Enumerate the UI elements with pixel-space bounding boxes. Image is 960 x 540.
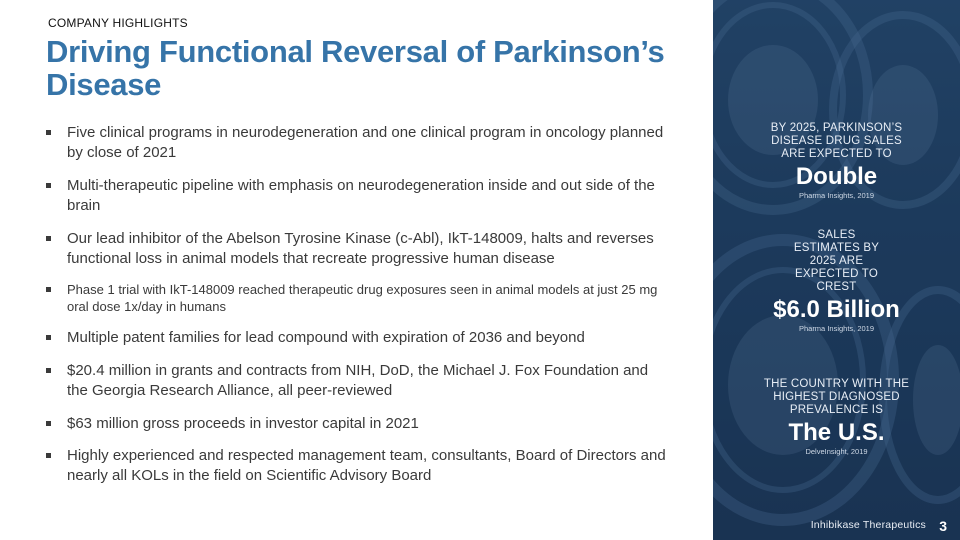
list-item [46, 361, 666, 401]
bullet-text: $20.4 million in grants and contracts from NIH, DoD, the Michael J. Fox Foundation and the Georgia Research Alliance, all peer-reviewed [67, 362, 649, 399]
stat-value: $6.0 Billion [773, 296, 900, 323]
stat-source: DelveInsight, 2019 [805, 447, 868, 456]
bullet-square-icon [46, 335, 51, 340]
stat-value: Double [795, 163, 878, 190]
list-item [46, 281, 666, 315]
stats-panel [713, 0, 960, 540]
list-item [46, 123, 666, 163]
bullet-text: Highly experienced and respected management team, consultants, Board of Directors and nearly all KOLs in the field on Scientific Advisory Board [67, 447, 666, 484]
stat-source: Pharma Insights, 2019 [798, 191, 875, 200]
bullet-square-icon [46, 287, 51, 292]
slide-title: Driving Functional Reversal of Parkinson’s Disease [46, 34, 665, 102]
stat-country [713, 378, 960, 456]
stat-lead: THE COUNTRY WITH THE HIGHEST DIAGNOSED PREVALENCE IS [763, 378, 910, 416]
bullet-text: Multi-therapeutic pipeline with emphasis on neurodegeneration inside and out side of the brain [67, 177, 655, 214]
bullet-text: Our lead inhibitor of the Abelson Tyrosine Kinase (c-Abl), IkT-148009, halts and reverses functional loss in animal models that recreate progressive human disease [67, 230, 654, 267]
bullet-square-icon [46, 183, 51, 188]
page-number: 3 [939, 518, 947, 534]
stat-value: The U.S. [788, 419, 885, 446]
stat-lead: SALES ESTIMATES BY 2025 ARE EXPECTED TO CREST [793, 229, 880, 293]
bullet-square-icon [46, 236, 51, 241]
bullet-square-icon [46, 421, 51, 426]
bullet-text: $63 million gross proceeds in investor capital in 2021 [67, 415, 419, 432]
company-logo-text: Inhibikase Therapeutics [810, 519, 926, 531]
list-item [46, 176, 666, 216]
bullet-square-icon [46, 453, 51, 458]
stat-sales-double [713, 122, 960, 200]
bullet-text: Phase 1 trial with IkT-148009 reached therapeutic drug exposures seen in animal models at just 25 mg oral dose 1x/day in humans [67, 282, 658, 314]
stat-sales-estimate [713, 229, 960, 333]
bullet-square-icon [46, 368, 51, 373]
list-item [46, 328, 666, 348]
list-item [46, 229, 666, 269]
stat-source: Pharma Insights, 2019 [798, 324, 875, 333]
bullet-square-icon [46, 130, 51, 135]
list-item [46, 446, 666, 486]
list-item [46, 414, 666, 434]
highlights-list [46, 123, 666, 486]
eyebrow-label: COMPANY HIGHLIGHTS [48, 16, 188, 30]
stat-lead: BY 2025, PARKINSON’S DISEASE DRUG SALES ARE EXPECTED TO [770, 122, 903, 160]
bullet-text: Multiple patent families for lead compound with expiration of 2036 and beyond [67, 329, 585, 346]
bullet-text: Five clinical programs in neurodegeneration and one clinical program in oncology planned by close of 2021 [67, 124, 664, 161]
